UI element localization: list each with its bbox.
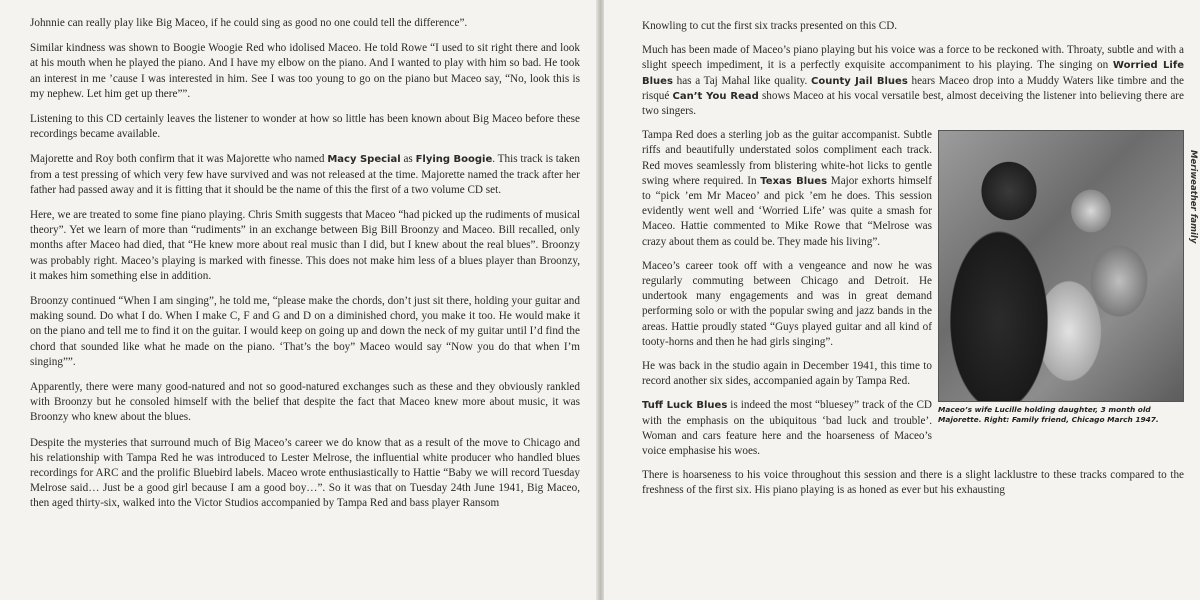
text-run: Similar kindness was shown to Boogie Woogie Red who idolised Maceo. He told Rowe “I used to sit right there and look at his mouth when he played the piano. And I have my elbow on the piano. And I wanted to play with him so bad. He took an interest in me ’cause I was interested in him. See I was too young to go on the piano but Maceo say, “No, look this is my nephew. Let him get up there””. xyxy=(30,42,580,100)
track-title: Macy Special xyxy=(327,154,401,166)
paragraph xyxy=(30,208,580,284)
paragraph xyxy=(30,152,580,198)
track-title: Worried Life Blues xyxy=(642,60,1184,87)
paragraph xyxy=(642,468,1184,498)
text-run: Broonzy continued “When I am singing”, he told me, “please make the chords, don’t just sit there, holding your guitar and making sound. Do what I do. When I make C, F and G and D on a diminished chord, you make it too. He would make it on the piano and tell me to find it on the guitar. I would keep on going up and down the neck of my guitar until I’d find the chord that sounded like what he made on the piano. ‘That’s the boy” Maceo would say “Now you do that when I’m singing””. xyxy=(30,295,580,368)
text-run: . This track is taken from a test pressing of which very few have survived and was not released at the time. Majorette named the track after her father had passed away and it is fitting that it should be the name of this the first of a two volume CD set. xyxy=(30,153,580,196)
paragraph xyxy=(30,294,580,370)
text-run: hears Maceo drop into a Muddy Waters like timbre and the risqué xyxy=(642,74,1184,102)
paragraph xyxy=(30,112,580,142)
text-run: He was back in the studio again in December 1941, this time to record another six sides, accompanied again by Tampa Red. xyxy=(642,360,932,388)
text-run: Maceo’s career took off with a vengeance and now he was regularly commuting between Chicago and Detroit. He undertook many engagements and was in great demand performing solo or with the popular swing and jazz bands in the areas. Hattie proudly stated “Guys played guitar and all kind of tooty-horns and then he had girls singing”. xyxy=(642,259,932,348)
text-run: Knowling to cut the first six tracks presented on this CD. xyxy=(642,20,898,32)
text-run: Major exhorts himself to “pick ’em Mr Maceo’ and pick ’em he does. This session evidently went well and ‘Worried Life’ was quite a smash for Maceo. Hattie commented to Mike Rowe that “Melrose was crazy about them as could be. They made his living”. xyxy=(642,174,932,248)
track-title: County Jail Blues xyxy=(811,75,908,87)
text-run: There is hoarseness to his voice throughout this session and there is a slight lacklustre to these tracks compared to the freshness of the first six. His piano playing is as honed as ever but his exhausting xyxy=(642,469,1184,497)
text-run: Tampa Red does a sterling job as the guitar accompanist. Subtle riffs and beautifully understated solos compliment each track. Red moves seamlessly from blistering white-hot licks to gentle swing where required. In xyxy=(642,129,932,187)
text-run: is indeed the most “bluesey” track of the CD with the emphasis on the ubiquitous ‘bad luck and trouble’. Woman and cars feature here and the hoarseness of Maceo’s voice emphasise his woes. xyxy=(642,399,932,458)
paragraph xyxy=(642,43,1184,119)
text-run: has a Taj Mahal like quality. xyxy=(672,74,812,87)
left-page-text xyxy=(30,16,580,512)
right-page xyxy=(604,0,1200,600)
paragraph xyxy=(30,436,580,512)
track-title: Flying Boogie xyxy=(415,154,493,166)
text-run: Johnnie can really play like Big Maceo, if he could sing as good no one could tell the difference”. xyxy=(30,17,468,29)
text-run: Despite the mysteries that surround much of Big Maceo’s career we do know that as a result of the move to Chicago and his relationship with Tampa Red he was introduced to Lester Melrose, the influential white producer who handled blues recordings for ARC and the prolific Bluebird labels. Maceo wrote enthusiastically to Hattie “Baby we will record Tuesday Melrose said… Just be a good girl because I am a good boy…”. So it was that on Tuesday 24th June 1941, Big Maceo, then aged thirty-six, walked into the Victor Studios accompanied by Tampa Red and bass player Ransom xyxy=(30,436,580,510)
text-run: Majorette and Roy both confirm that it was Majorette who named xyxy=(30,153,328,166)
photo-credit: Meriweather family xyxy=(1188,150,1198,244)
paragraph xyxy=(30,380,580,426)
track-title: Can’t You Read xyxy=(672,90,759,102)
left-page xyxy=(0,0,598,600)
family-photo xyxy=(938,130,1184,402)
text-run: shows Maceo at his vocal versatile best, almost deceiving the listener into believing there are two singers. xyxy=(642,89,1184,118)
text-run: Listening to this CD certainly leaves the listener to wonder at how so little has been known about Big Maceo before these recordings became available. xyxy=(30,113,580,141)
paragraph xyxy=(30,16,580,31)
photo-caption: Maceo’s wife Lucille holding daughter, 3 month old Majorette. Right: Family friend, Chicago March 1947. xyxy=(938,405,1159,425)
track-title: Tuff Luck Blues xyxy=(642,400,728,412)
text-run: Apparently, there were many good-natured and not so good-natured exchanges such as these and they obviously rankled with Broonzy but he consoled himself with the belief that despite the fact that Maceo knew more about music, it was Broonzy who knew about the blues. xyxy=(30,381,580,424)
text-run: as xyxy=(400,153,416,166)
photo-block xyxy=(938,130,1198,425)
text-run: Much has been made of Maceo’s piano playing but his voice was a force to be reckoned with. Throaty, subtle and with a slight speech impediment, it is a perfectly exquisite accompaniment to his playing. The singing on xyxy=(642,44,1184,72)
paragraph xyxy=(642,19,1184,34)
track-title: Texas Blues xyxy=(760,175,828,187)
right-page-intro-text xyxy=(642,19,1184,119)
paragraph xyxy=(30,41,580,102)
text-run: Here, we are treated to some fine piano playing. Chris Smith suggests that Maceo “had picked up the rudiments of musical theory”. Yet we learn of more than “rudiments” in an exchange between Big Bill Broonzy and Maceo. Bill recalled, only months after Maceo had died, that “He knew more about real music than I did, but I knew about the real blues”. Broonzy was probably right. Maceo’s playing is marked with finesse. This does not make him less of a blues player than Broonzy, it makes him something else in addition. xyxy=(30,209,580,282)
